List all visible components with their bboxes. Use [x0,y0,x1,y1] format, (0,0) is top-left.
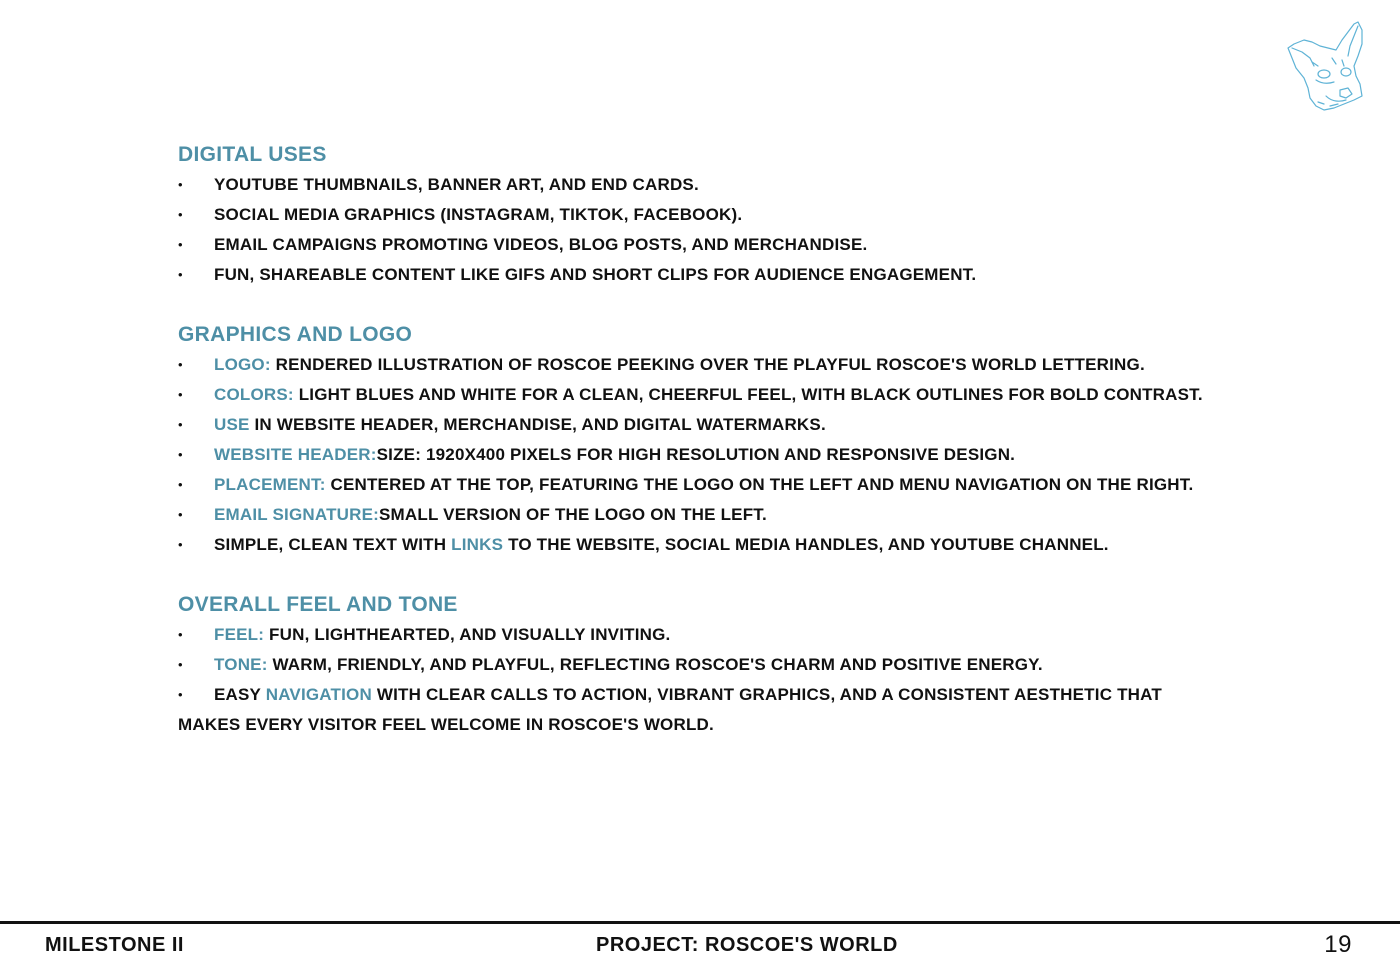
item-text: EMAIL CAMPAIGNS PROMOTING VIDEOS, BLOG POSTS, AND MERCHANDISE. [214,235,868,254]
footer-milestone: MILESTONE II [45,934,184,956]
item-label: EMAIL SIGNATURE: [214,505,380,524]
section-overall-feel-and-tone [178,590,1338,740]
list-item [178,170,1338,200]
section-title: OVERALL FEEL AND TONE [178,593,458,616]
item-text: WITH CLEAR CALLS TO ACTION, VIBRANT GRAPHICS, AND A CONSISTENT AESTHETIC THAT MAKES EVERY VISITOR FEEL WELCOME IN ROSCOE'S WORLD. [178,685,1162,734]
item-text: FUN, LIGHTHEARTED, AND VISUALLY INVITING. [264,625,671,644]
item-label: LINKS [451,535,504,554]
item-label: WEBSITE HEADER: [214,445,377,464]
list-item [178,350,1338,380]
item-text: SOCIAL MEDIA GRAPHICS (INSTAGRAM, TIKTOK, FACEBOOK). [214,205,743,224]
footer-divider [0,921,1400,924]
item-label: NAVIGATION [265,685,372,704]
list-item [178,620,1338,650]
list-item [178,230,1338,260]
list-item [178,410,1338,440]
item-text: SMALL VERSION OF THE LOGO ON THE LEFT. [379,505,767,524]
item-label: PLACEMENT: [214,475,326,494]
item-text: RENDERED ILLUSTRATION OF ROSCOE PEEKING OVER THE PLAYFUL ROSCOE'S WORLD LETTERING. [270,355,1145,374]
list-item [178,200,1338,230]
item-text: SIZE: 1920X400 PIXELS FOR HIGH RESOLUTION AND RESPONSIVE DESIGN. [376,445,1016,464]
item-label: COLORS: [214,385,294,404]
list-item [178,500,1338,530]
item-text: CENTERED AT THE TOP, FEATURING THE LOGO ON THE LEFT AND MENU NAVIGATION ON THE RIGHT. [325,475,1194,494]
item-text: TO THE WEBSITE, SOCIAL MEDIA HANDLES, AND YOUTUBE CHANNEL. [503,535,1109,554]
item-text: YOUTUBE THUMBNAILS, BANNER ART, AND END CARDS. [214,175,699,194]
list-item [178,440,1338,470]
item-text: LIGHT BLUES AND WHITE FOR A CLEAN, CHEERFUL FEEL, WITH BLACK OUTLINES FOR BOLD CONTRAST. [293,385,1203,404]
footer-project-title: PROJECT: ROSCOE'S WORLD [596,934,898,956]
list-item [178,380,1338,410]
item-text: FUN, SHAREABLE CONTENT LIKE GIFS AND SHORT CLIPS FOR AUDIENCE ENGAGEMENT. [214,265,977,284]
list-item [178,530,1338,560]
bullet-list [178,620,1338,740]
item-label: FEEL: [214,625,265,644]
page-number: 19 [1324,931,1352,958]
section-title: DIGITAL USES [178,143,327,166]
list-item [178,680,1188,740]
bullet-list [178,170,1338,290]
list-item [178,470,1338,500]
list-item [178,260,1338,290]
item-label: TONE: [214,655,268,674]
item-label: LOGO: [214,355,271,374]
item-label: USE [214,415,250,434]
bullet-list [178,350,1338,560]
item-text: IN WEBSITE HEADER, MERCHANDISE, AND DIGITAL WATERMARKS. [249,415,826,434]
item-pre-text: EASY [214,685,266,704]
list-item [178,650,1338,680]
page-content [178,140,1338,770]
section-title: GRAPHICS AND LOGO [178,323,413,346]
item-pre-text: SIMPLE, CLEAN TEXT WITH [214,535,452,554]
section-digital-uses [178,140,1338,290]
section-graphics-and-logo [178,320,1338,560]
item-text: WARM, FRIENDLY, AND PLAYFUL, REFLECTING ROSCOE'S CHARM AND POSITIVE ENERGY. [267,655,1043,674]
chihuahua-logo-icon [1282,18,1366,112]
